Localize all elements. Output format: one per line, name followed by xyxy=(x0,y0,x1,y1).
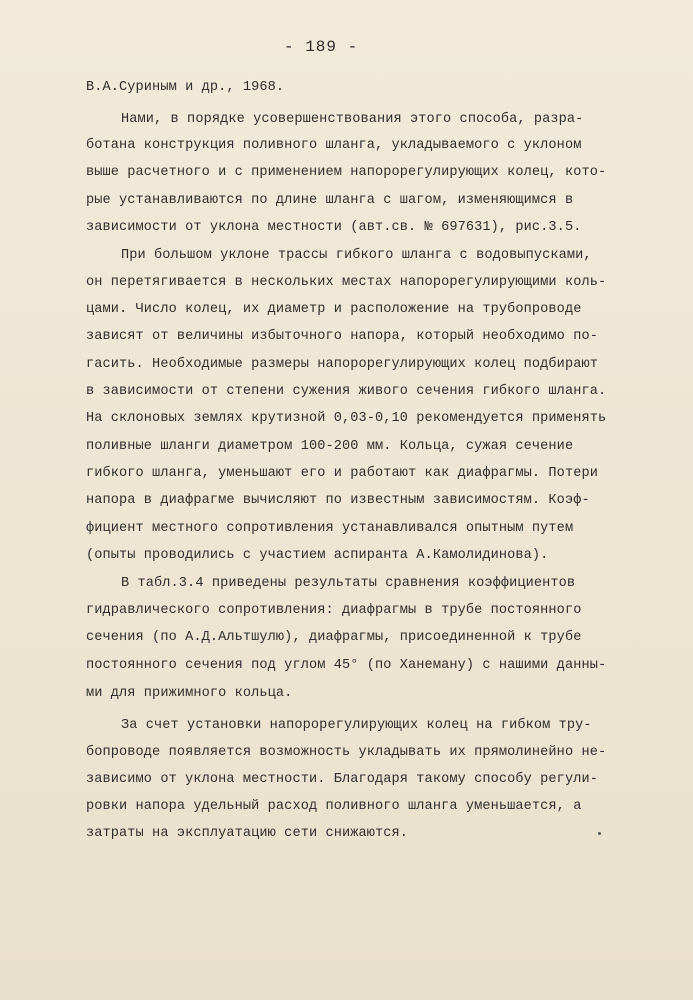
text-line: За счет установки напорорегулирующих колец на гибком тру- xyxy=(121,718,592,733)
text-line: зависимо от уклона местности. Благодаря такому способу регули- xyxy=(86,772,598,787)
text-line: гибкого шланга, уменьшают его и работают как диафрагмы. Потери xyxy=(86,466,598,481)
text-line: фициент местного сопротивления устанавливался опытным путем xyxy=(86,521,574,536)
text-line: напора в диафрагме вычисляют по известным зависимостям. Коэф- xyxy=(86,493,590,508)
text-line: ми для прижимного кольца. xyxy=(86,686,293,701)
text-line: На склоновых землях крутизной 0,03-0,10 рекомендуется применять xyxy=(86,411,607,426)
text-line: затраты на эксплуатацию сети снижаются. xyxy=(86,826,409,841)
text-line: в зависимости от степени сужения живого сечения гибкого шланга. xyxy=(86,384,607,399)
text-line: поливные шланги диаметром 100-200 мм. Кольца, сужая сечение xyxy=(86,439,574,454)
text-line: бопроводе появляется возможность укладывать их прямолинейно не- xyxy=(86,745,607,760)
text-line: он перетягивается в нескольких местах напорорегулирующими коль- xyxy=(86,275,607,290)
text-line: зависимости от уклона местности (авт.св. № 697631), рис.3.5. xyxy=(86,220,582,235)
text-line: ботана конструкция поливного шланга, укладываемого с уклоном xyxy=(86,138,582,153)
text-line: гасить. Необходимые размеры напорорегулирующих колец подбирают xyxy=(86,357,598,372)
text-line: В.А.Суриным и др., 1968. xyxy=(86,80,285,95)
text-line: (опыты проводились с участием аспиранта А.Камолидинова). xyxy=(86,548,549,563)
ink-speck xyxy=(598,832,601,835)
text-line: Нами, в порядке усовершенствования этого способа, разра- xyxy=(121,112,584,127)
text-line: ровки напора удельный расход поливного шланга уменьшается, а xyxy=(86,799,582,814)
text-line: сечения (по А.Д.Альтшулю), диафрагмы, присоединенной к трубе xyxy=(86,630,582,645)
text-line: постоянного сечения под углом 45° (по Ханеману) с нашими данны- xyxy=(86,658,607,673)
text-line: выше расчетного и с применением напорорегулирующих колец, кото- xyxy=(86,165,607,180)
text-line: В табл.3.4 приведены результаты сравнения коэффициентов xyxy=(121,576,576,591)
text-line: зависят от величины избыточного напора, который необходимо по- xyxy=(86,329,598,344)
text-line: рые устанавливаются по длине шланга с шагом, изменяющимся в xyxy=(86,193,574,208)
page-number: - 189 - xyxy=(284,38,359,56)
text-line: При большом уклоне трассы гибкого шланга с водовыпусками, xyxy=(121,248,592,263)
text-line: гидравлического сопротивления: диафрагмы в трубе постоянного xyxy=(86,603,582,618)
text-line: цами. Число колец, их диаметр и расположение на трубопроводе xyxy=(86,302,582,317)
